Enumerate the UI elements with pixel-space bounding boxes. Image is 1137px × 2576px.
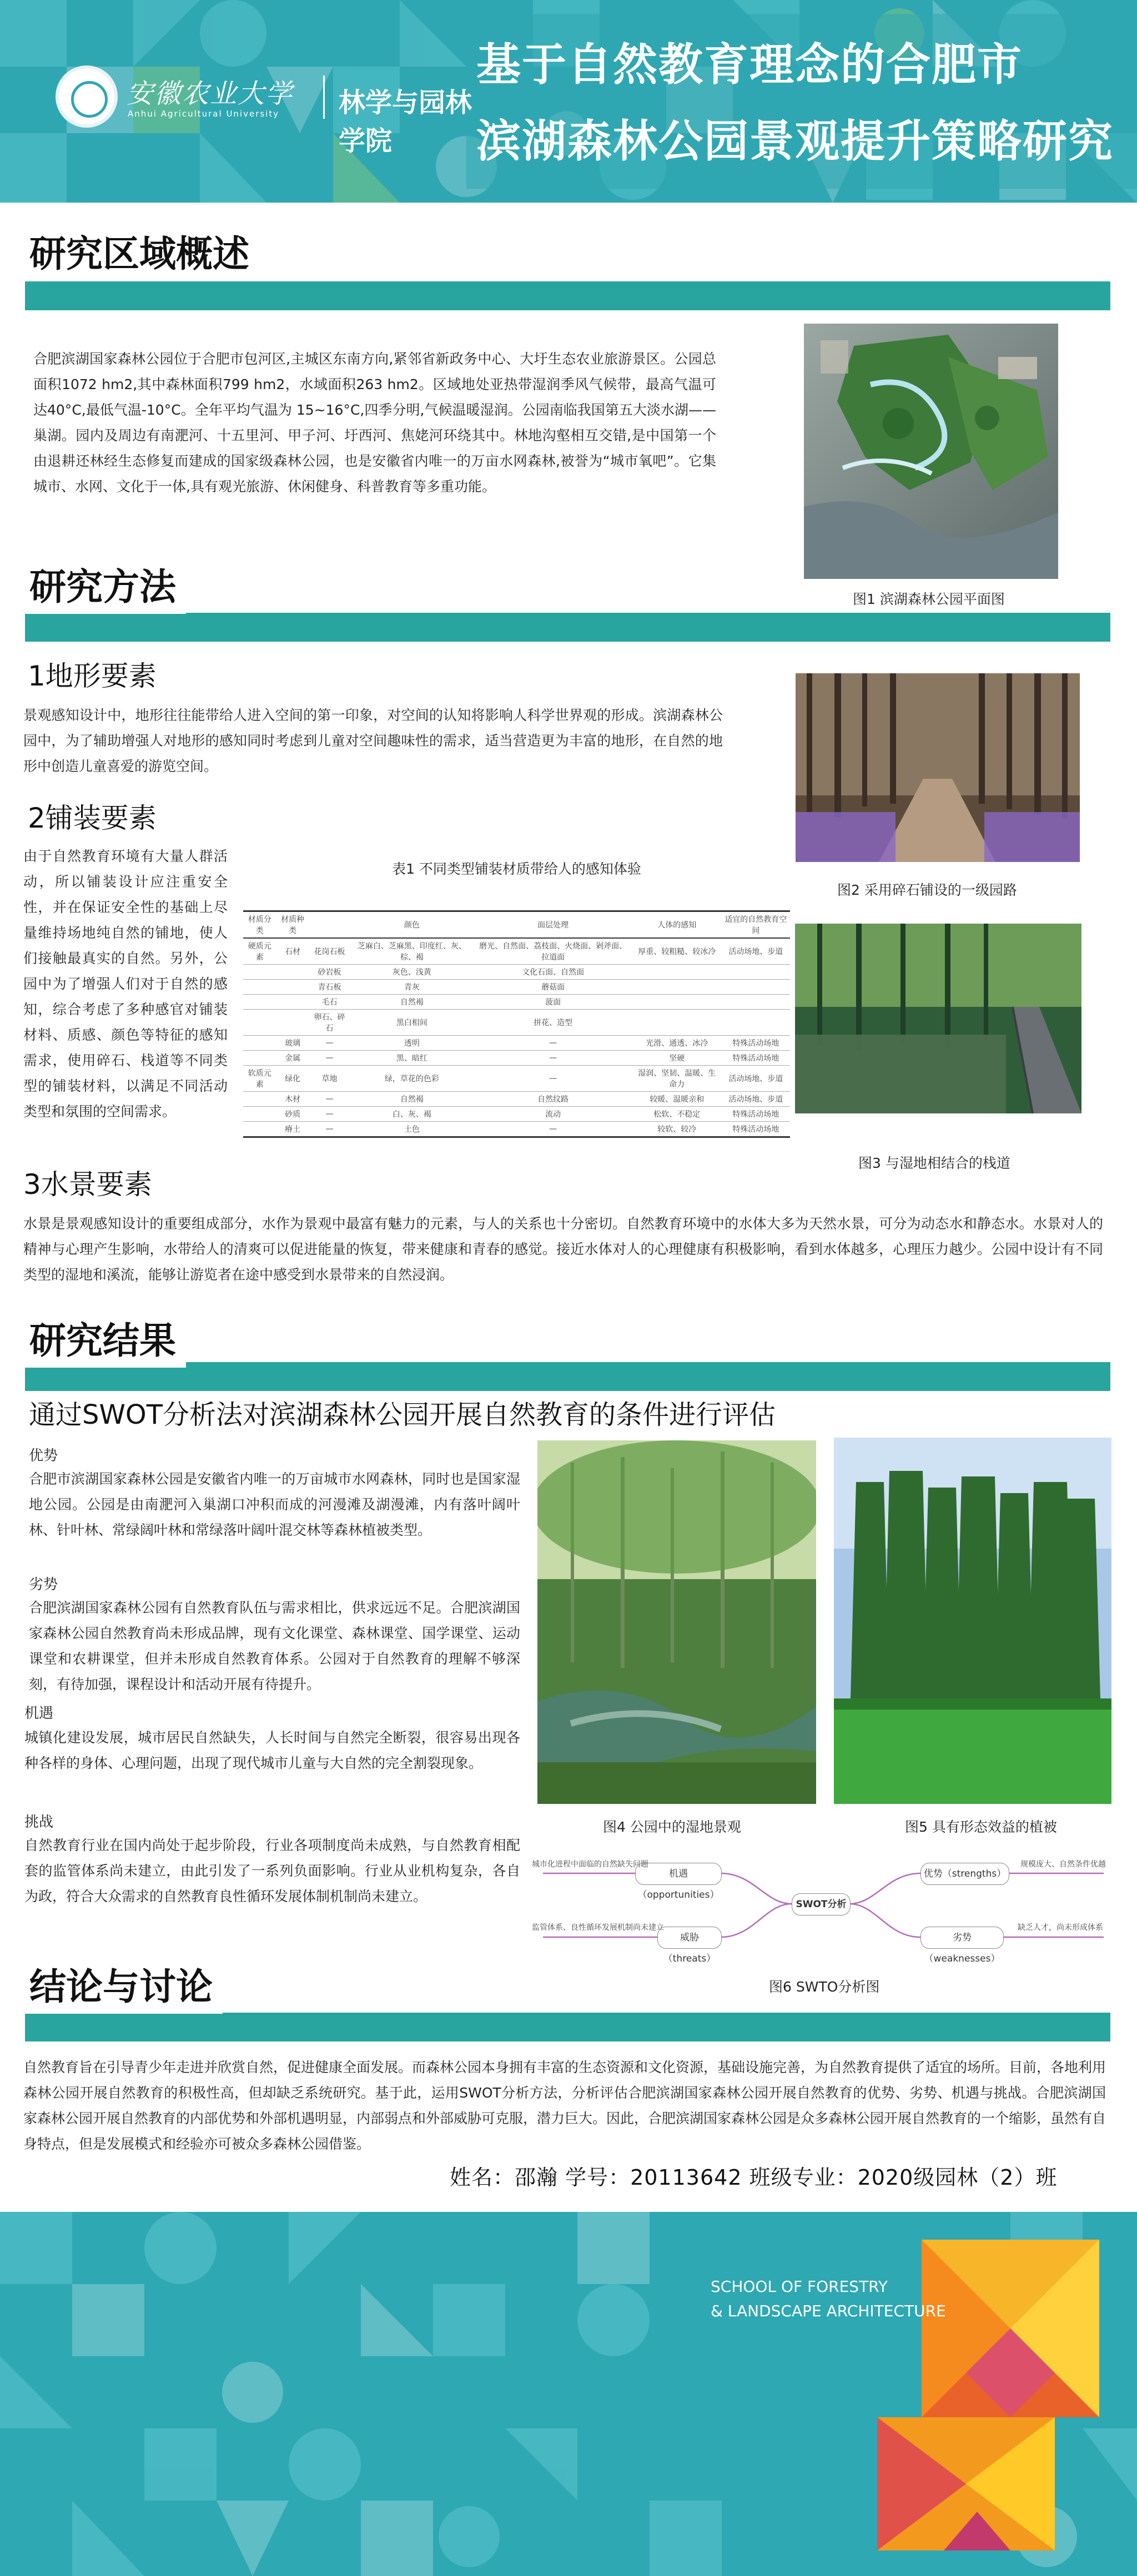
table-cell xyxy=(243,1092,276,1107)
table-cell xyxy=(243,1036,276,1051)
swot-note-threats: 监管体系、良性循环发展机制尚未建立 xyxy=(532,1923,664,1932)
table-cell: 青灰 xyxy=(404,983,420,992)
table-cell xyxy=(243,965,276,980)
fig1-caption: 图1 滨湖森林公园平面图 xyxy=(853,591,1005,607)
wetland-photo xyxy=(537,1440,816,1804)
table-cell: 花岗石板 xyxy=(314,947,345,956)
gravel-path-photo xyxy=(796,673,1080,862)
table-cell: 自然纹路 xyxy=(537,1095,569,1104)
table-cell: 菠面 xyxy=(545,998,561,1007)
table-cell: 玻璃 xyxy=(285,1039,301,1048)
vegetation-photo xyxy=(834,1438,1111,1804)
table-cell: 木材 xyxy=(285,1095,301,1104)
section4-title: 结论与讨论 xyxy=(25,1960,223,2014)
swot-strengths-node: 优势（strengths） xyxy=(920,1863,1009,1885)
table-cell: — xyxy=(549,1039,557,1047)
table-cell: 活动场地、步道 xyxy=(728,1095,783,1104)
paving-material-table xyxy=(243,910,790,1138)
table-cell: 特殊活动场地 xyxy=(732,1125,779,1134)
fig4-caption: 图4 公园中的湿地景观 xyxy=(603,1819,741,1835)
table-cell xyxy=(632,1010,722,1036)
table-cell xyxy=(722,1010,790,1036)
logo-divider xyxy=(323,75,325,119)
table-cell: 软质元素 xyxy=(248,1069,271,1089)
table-cell: 文化石面、自然面 xyxy=(522,968,585,977)
poster-title-line1: 基于自然教育理念的合肥市 xyxy=(476,39,1023,90)
university-emblem-icon xyxy=(56,65,118,128)
table-cell: 湿润、坚韧、温暖、生命力 xyxy=(638,1069,716,1089)
footer-school-name xyxy=(711,2275,946,2323)
swot-threats-node: 威胁（threats） xyxy=(657,1927,722,1949)
table-cell: 磨光、自然面、荔枝面、火烧面、剁斧面、拉道面 xyxy=(479,942,627,962)
footer-pattern xyxy=(0,2212,1137,2576)
table-cell: 拼花、造型 xyxy=(534,1019,573,1027)
university-logo xyxy=(56,65,477,157)
swot-subtitle: 通过SWOT分析法对滨湖森林公园开展自然教育的条件进行评估 xyxy=(29,1399,776,1430)
vegetation-image xyxy=(834,1438,1111,1804)
table-cell: — xyxy=(549,1074,557,1083)
footer-school-line2: & LANDSCAPE ARCHITECTURE xyxy=(711,2302,946,2320)
terrain-subtitle: 1地形要素 xyxy=(28,660,157,692)
table-cell: 石材 xyxy=(285,947,301,956)
table-cell: 青石板 xyxy=(318,983,341,992)
strength-label: 优势 xyxy=(29,1448,58,1464)
paving-paragraph: 由于自然教育环境有大量人群活动，所以铺装设计应注重安全性，并在保证安全性的基础上尽量维持场地纯自然的铺地，使人们接触最真实的自然。另外，公园中为了增强人们对于自然的感知，综合考虑了多种感官对铺装材料、质感、颜色等特征的感知需求，使用碎石、栈道等不同类型的铺装材料，以满足不同活动类型和氛围的空间需求。 xyxy=(23,848,228,1120)
table-cell: 硬质元素 xyxy=(248,942,271,962)
table-cell: 活动场地、步道 xyxy=(728,1075,783,1083)
table-cell: 自然褐 xyxy=(400,1095,424,1104)
table-row xyxy=(243,1010,790,1036)
section2-title: 研究方法 xyxy=(25,561,186,614)
university-english-name: Anhui Agricultural University xyxy=(128,109,280,119)
section1-title: 研究区域概述 xyxy=(25,228,259,281)
table1-title: 表1 不同类型铺装材质带给人的感知体验 xyxy=(392,861,641,877)
swot-note-weaknesses: 缺乏人才，尚未形成体系 xyxy=(1018,1923,1103,1932)
table-cell: — xyxy=(325,1095,334,1103)
table-cell xyxy=(243,995,276,1010)
table-cell: 金属 xyxy=(285,1054,301,1063)
table-cell: 砂岩板 xyxy=(318,968,341,977)
table-cell xyxy=(276,965,309,980)
poster-footer xyxy=(0,2212,1137,2576)
park-plan-image xyxy=(804,324,1058,579)
opportunity-paragraph: 城镇化建设发展，城市居民自然缺失，人长时间与自然完全断裂，很容易出现各种各样的身体、心理问题，出现了现代城市儿童与大自然的完全割裂现象。 xyxy=(24,1730,520,1771)
table-header-cell: 材质分类 xyxy=(248,915,271,935)
table-cell: 特殊活动场地 xyxy=(732,1110,779,1119)
table-cell: 松软、不稳定 xyxy=(653,1110,701,1119)
table-cell xyxy=(722,965,790,980)
table-cell: 白、灰、褐 xyxy=(392,1110,431,1119)
opportunity-label: 机遇 xyxy=(24,1705,54,1722)
table-header-cell: 材质种类 xyxy=(281,915,305,935)
table-cell: 芝麻白、芝麻黑、印度红、灰、棕、褐 xyxy=(357,942,466,962)
table-cell: 草地 xyxy=(321,1075,338,1083)
table-cell xyxy=(276,980,309,995)
table-cell: 砂质 xyxy=(285,1110,301,1119)
table-cell: 自然褐 xyxy=(400,998,424,1007)
table-cell xyxy=(722,995,790,1010)
table-cell: 瘠土 xyxy=(285,1125,301,1134)
college-name: 林学与园林学院 xyxy=(339,87,472,157)
table-body xyxy=(243,938,790,1137)
section1-paragraph: 合肥滨湖国家森林公园位于合肥市包河区,主城区东南方向,紧邻省新政务中心、大圩生态农业旅游景区。公园总面积1072 hm2,其中森林面积799 hm2，水域面积263 hm2。区域地处亚热带湿润季风气候带，最高气温可达40°C,最低气温-10°C。全年平均气温为 15~16°C,四季分明,气候温暖湿润。公园南临我国第五大淡水湖——巢湖。园内及周边有南淝河、十五里河、甲子河、圩西河、焦姥河环绕其中。林地沟壑相互交错,是中国第一个由退耕还林经生态修复而建成的国家级森林公园，也是安徽省内唯一的万亩水网森林,被誉为“城市氧吧”。它集城市、水网、文化于一体,具有观光旅游、休闲健身、科普教育等多重功能。 xyxy=(33,351,716,495)
table-cell xyxy=(243,1010,276,1036)
table-cell: 厚重、较粗糙、较冰冷 xyxy=(638,947,716,956)
table-cell: 蘑菇面 xyxy=(541,983,565,992)
table-cell xyxy=(632,965,722,980)
author-info: 姓名：邵瀚 学号：20113642 班级专业：2020级园林（2）班 xyxy=(450,2165,1058,2190)
conclusion-paragraph: 自然教育旨在引导青少年走进并欣赏自然，促进健康全面发展。而森林公园本身拥有丰富的生态资源和文化资源，基础设施完善，为自然教育提供了适宜的场所。目前，各地利用森林公园开展自然教育的积极性高，但却缺乏系统研究。基于此，运用SWOT分析方法，分析评估合肥滨湖国家森林公园开展自然教育的优势、劣势、机遇与挑战。合肥滨湖国家森林公园开展自然教育的内部优势和外部机遇明显，内部弱点和外部威胁可克服，潜力巨大。因此，合肥滨湖国家森林公园是众多森林公园开展自然教育的一个缩影，虽然有自身特点，但是发展模式和经验亦可被众多森林公园借鉴。 xyxy=(23,2059,1106,2152)
swot-center-node: SWOT分析 xyxy=(792,1893,851,1915)
footer-school-line1: SCHOOL OF FORESTRY xyxy=(711,2277,888,2296)
fig3-caption: 图3 与湿地相结合的栈道 xyxy=(858,1155,1010,1171)
table-cell xyxy=(243,1051,276,1066)
poster-header xyxy=(0,0,1137,203)
table-cell: — xyxy=(325,1110,334,1118)
table-cell: — xyxy=(549,1125,557,1133)
table-cell: 黑、暗红 xyxy=(396,1054,427,1063)
table-cell: 特殊活动场地 xyxy=(732,1054,779,1063)
table-cell xyxy=(243,980,276,995)
table-row xyxy=(243,1092,790,1107)
table-cell xyxy=(276,1010,309,1036)
table-cell xyxy=(243,1107,276,1122)
swot-diagram xyxy=(532,1848,1115,1964)
strength-paragraph: 合肥市滨湖国家森林公园是安徽省内唯一的万亩城市水网森林，同时也是国家湿地公园。公园是由南淝河入巢湖口冲积而成的河漫滩及湖漫滩，内有落叶阔叶林、针叶林、常绿阔叶林和常绿落叶阔叶混交林等森林植被类型。 xyxy=(29,1471,520,1538)
swot-note-opportunities: 城市化进程中面临的自然缺失问题 xyxy=(532,1860,648,1869)
table-cell: 灰色、浅黄 xyxy=(392,968,431,977)
park-plan-map xyxy=(804,324,1058,579)
paving-subtitle: 2铺装要素 xyxy=(28,802,157,834)
fig2-caption: 图2 采用碎石铺设的一级园路 xyxy=(837,882,1017,898)
table-cell: 黑白相间 xyxy=(396,1019,427,1027)
section2-bar xyxy=(25,613,1110,642)
table-row xyxy=(243,1107,790,1122)
table-header-cell: 人体的感知 xyxy=(657,921,697,930)
table-cell xyxy=(632,980,722,995)
table-row xyxy=(243,1066,790,1092)
swot-opportunities-node: 机遇（opportunities） xyxy=(635,1863,722,1885)
table-cell: 较暖、温暖亲和 xyxy=(650,1095,705,1104)
boardwalk-photo xyxy=(795,924,1081,1113)
water-paragraph: 水景是景观感知设计的重要组成部分，水作为景观中最富有魅力的元素，与人的关系也十分密切。自然教育环境中的水体大多为天然水景，可分为动态水和静态水。水景对人的精神与心理产生影响，水带给人的清爽可以促进能量的恢复，带来健康和青春的感觉。接近水体对人的心理健康有积极影响，看到水体越多，心理压力越少。公园中设计有不同类型的湿地和溪流，能够让游览者在途中感受到水景带来的自然浸润。 xyxy=(23,1216,1103,1283)
weakness-label: 劣势 xyxy=(29,1576,58,1593)
poster-title-line2: 滨湖森林公园景观提升策略研究 xyxy=(476,115,1114,167)
table-cell: 绿化 xyxy=(285,1075,301,1083)
swot-weaknesses-node: 劣势（weaknesses） xyxy=(920,1927,1004,1949)
table-cell: 特殊活动场地 xyxy=(732,1039,779,1048)
table-row xyxy=(243,965,790,980)
table-row xyxy=(243,995,790,1010)
water-subtitle: 3水景要素 xyxy=(23,1168,152,1201)
table-cell: 卵石、碎石 xyxy=(314,1013,345,1033)
table-header-cell: 适宜的自然教育空间 xyxy=(725,915,787,935)
table-cell: 透明 xyxy=(404,1039,420,1048)
table-cell: 活动场地、步道 xyxy=(728,947,783,956)
table-cell xyxy=(243,1122,276,1137)
threat-paragraph: 自然教育行业在国内尚处于起步阶段，行业各项制度尚未成熟，与自然教育相配套的监管体系尚未建立，由此引发了一系列负面影响。行业从业机构复杂，各自为政，符合大众需求的自然教育良性循环发展体制机制尚未建立。 xyxy=(24,1837,520,1904)
section4-bar xyxy=(25,2013,1110,2041)
boardwalk-image xyxy=(795,924,1081,1113)
table-cell: 流动 xyxy=(545,1110,561,1119)
terrain-paragraph: 景观感知设计中，地形往往能带给人进入空间的第一印象，对空间的认知将影响人科学世界观的形成。滨湖森林公园中，为了辅助增强人对地形的感知同时考虑到儿童对空间趣味性的需求，适当营造更为丰富的地形，在自然的地形中创造儿童喜爱的游览空间。 xyxy=(23,707,723,774)
table-cell xyxy=(722,980,790,995)
table-cell: — xyxy=(549,1053,557,1062)
section3-title: 研究结果 xyxy=(25,1314,186,1368)
table-cell: 毛石 xyxy=(321,998,338,1007)
table-header-row xyxy=(243,911,790,939)
table-cell: 较软、较冷 xyxy=(657,1125,697,1134)
threat-label: 挑战 xyxy=(24,1814,54,1831)
table-cell xyxy=(632,995,722,1010)
table-cell xyxy=(276,995,309,1010)
gravel-path-image xyxy=(796,673,1080,862)
wetland-image xyxy=(537,1440,816,1804)
table-cell: 光滑、通透、冰冷 xyxy=(646,1039,708,1048)
weakness-paragraph: 合肥滨湖国家森林公园有自然教育队伍与需求相比，供求远远不足。合肥滨湖国家森林公园自然教育尚未形成品牌，现有文化课堂、森林课堂、国学课堂、运动课堂和农耕课堂，但并未形成自然教育体系。公园对于自然教育的理解不够深刻，有待加强，课程设计和活动开展有待提升。 xyxy=(29,1600,520,1692)
fig6-caption: 图6 SWTO分析图 xyxy=(769,1979,880,1995)
table-row xyxy=(243,1051,790,1066)
section1-bar xyxy=(25,281,1110,310)
table-row xyxy=(243,1036,790,1051)
table-cell: 坚硬 xyxy=(669,1054,685,1063)
university-name: 安徽农业大学 xyxy=(127,78,294,109)
table-cell: 绿，草花的色彩 xyxy=(384,1075,439,1083)
table-cell: — xyxy=(325,1053,334,1062)
fig5-caption: 图5 具有形态效益的植被 xyxy=(905,1819,1057,1835)
table-cell: — xyxy=(325,1039,334,1047)
table-cell: 土色 xyxy=(404,1125,420,1134)
table-header-cell xyxy=(309,911,350,939)
table-row xyxy=(243,980,790,995)
table-cell: — xyxy=(325,1125,334,1133)
table-row xyxy=(243,1122,790,1137)
section3-bar xyxy=(25,1362,1110,1391)
table-header-cell: 面层处理 xyxy=(537,921,569,930)
swot-note-strengths: 规模庞大、自然条件优越 xyxy=(1020,1860,1106,1869)
table-row xyxy=(243,938,790,965)
table-header-cell: 颜色 xyxy=(404,921,420,930)
